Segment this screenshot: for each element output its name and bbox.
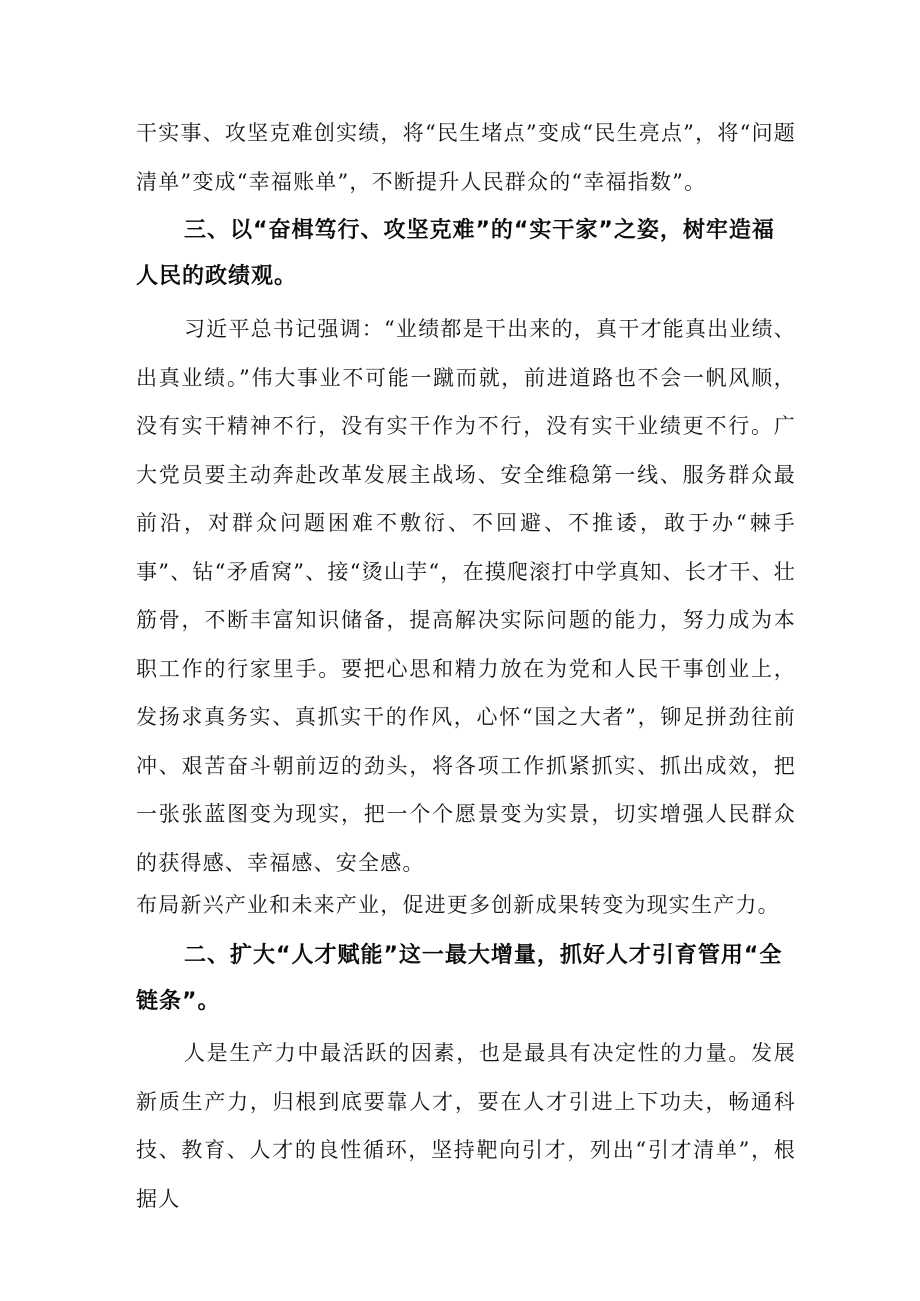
paragraph-practical-work: 习近平总书记强调：“业绩都是干出来的，真干才能真出业绩、出真业绩。”伟大事业不可能一蹴而就，前进道路也不会一帆风顺，没有实干精神不行，没有实干作为不行，没有实干业绩更不行。广大党员要主动奔赴改革发展主战场、安全维稳第一线、服务群众最前沿，对群众问题困难不敷衍、不回避、不推诿，敢于办“棘手事”、钻“矛盾窝”、接“烫山芋“，在摸爬滚打中学真知、长才干、壮筋骨，不断丰富知识储备，提高解决实际问题的能力，努力成为本职工作的行家里手。要把心思和精力放在为党和人民干事创业上，发扬求真务实、真抓实干的作风，心怀“国之大者”，铆足拼劲往前冲、艰苦奋斗朝前迈的劲头，将各项工作抓紧抓实、抓出成效，把一张张蓝图变为现实，把一个个愿景变为实景，切实增强人民群众的获得感、幸福感、安全感。 bbox=[136, 317, 796, 875]
section-heading-three: 三、以“奋楫笃行、攻坚克难”的“实干家”之姿，树牢造福人民的政绩观。 bbox=[136, 218, 775, 289]
section-heading-two: 二、扩大“人才赋能”这一最大增量，抓好人才引育管用“全链条”。 bbox=[136, 943, 783, 1014]
paragraph-continuation: 干实事、攻坚克难创实绩，将“民生堵点”变成“民生亮点”，将“问题清单”变成“幸福账单”，不断提升人民群众的“幸福指数”。 bbox=[136, 121, 796, 194]
paragraph-talent: 人是生产力中最活跃的因素，也是最具有决定性的力量。发展新质生产力，归根到底要靠人才，要在人才引进上下功夫，畅通科技、教育、人才的良性循环，坚持靶向引才，列出“引才清单”，根据人 bbox=[136, 1041, 796, 1211]
paragraph-fragment: 布局新兴产业和未来产业，促进更多创新成果转变为现实生产力。 bbox=[136, 893, 780, 917]
